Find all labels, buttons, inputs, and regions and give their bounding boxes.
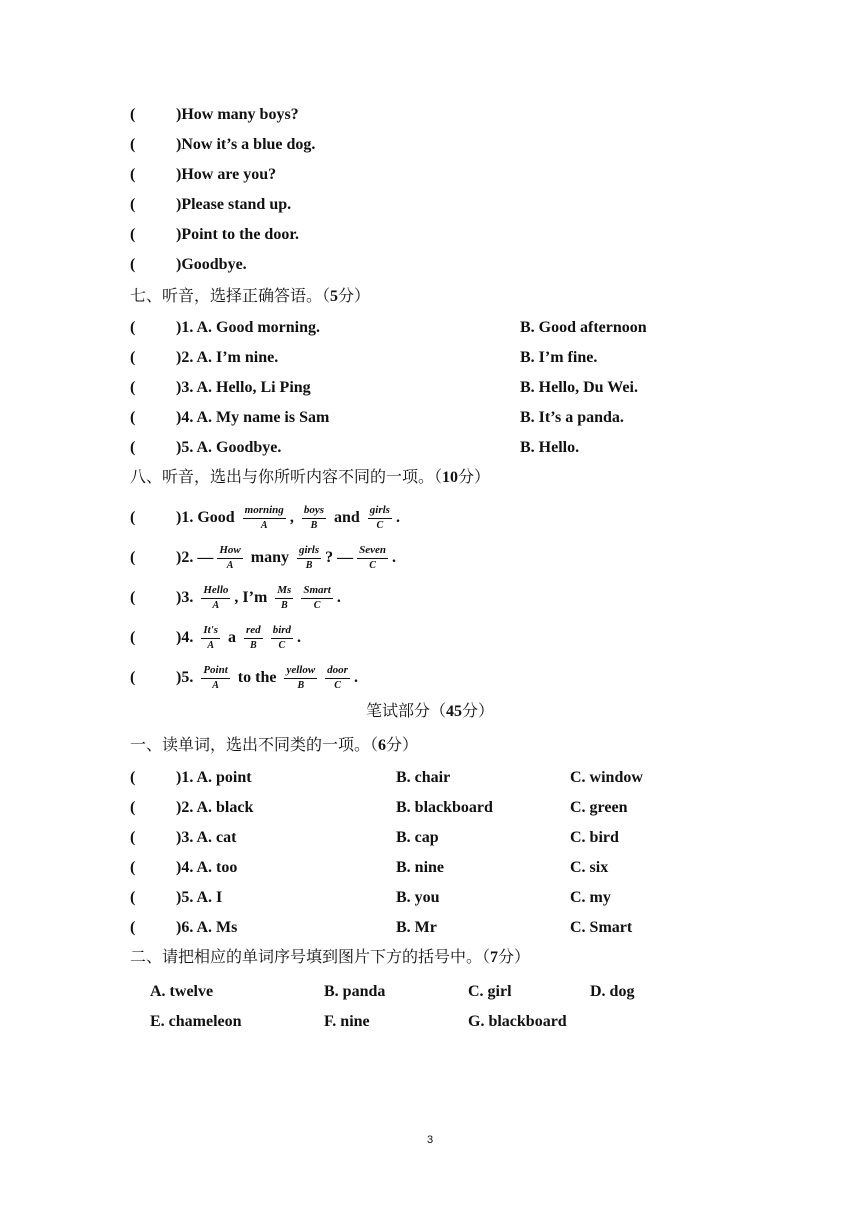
section7-item: ( )4. A. My name is Sam B. It’s a panda. — [130, 409, 624, 426]
written1-item: ( )4. A. too B. nine C. six — [130, 859, 609, 876]
written1-title: 一、读单词，选出不同类的一项。（6分） — [130, 737, 419, 754]
word-bank-row-2: E. chameleon F. nine G. blackboard — [150, 1013, 567, 1030]
word-bank-row-1: A. twelve B. panda C. girl D. dog — [150, 983, 635, 1000]
option-c: $\frac{\text{bird}}{C}$ — [272, 624, 292, 652]
section7-item: ( )3. A. Hello, Li Ping B. Hello, Du Wei. — [130, 379, 638, 396]
option-a: $\frac{\text{How}}{A}$ — [219, 544, 241, 572]
written1-item: ( )2. A. black B. blackboard C. green — [130, 799, 628, 816]
option-b: $\frac{\text{girls}}{B}$ — [298, 544, 320, 572]
option-c: $\frac{\text{door}}{C}$ — [327, 664, 348, 692]
section8-item-3: ( )3. $\frac{\text{Hello}}{A}$ , I’m $\frac{Ms}{B}$ $\frac{\text{Smart}}{C}$ . — [130, 584, 341, 612]
option-a: $\frac{\text{Hello}}{A}$ — [203, 584, 229, 612]
section8-item-1: ( )1. Good $\frac{\text{morning}}{A}$ , $\frac{\text{boys}}{B}$ and $\frac{\text{girls}}{C}$ . — [130, 504, 400, 532]
section7-item: ( )5. A. Goodbye. B. Hello. — [130, 439, 580, 456]
section7-item: ( )1. A. Good morning. B. Good afternoon — [130, 319, 647, 336]
section8-item-4: ( )4. $\frac{It's}{A}$ a $\frac{\text{red}}{B}$ $\frac{\text{bird}}{C}$ . — [130, 624, 302, 652]
written1-item: ( )6. A. Ms B. Mr C. Smart — [130, 919, 633, 936]
written1-item: ( )5. A. I B. you C. my — [130, 889, 611, 906]
section6-item: ( )Please stand up. — [130, 196, 292, 213]
section6-item: ( )Now it’s a blue dog. — [130, 136, 316, 153]
option-c: $\frac{\text{girls}}{C}$ — [369, 504, 390, 532]
option-b: $\frac{Ms}{B}$ — [277, 584, 292, 612]
section8-item-2: ( )2. — $\frac{\text{How}}{A}$ many $\frac{\text{girls}}{B}$ ? — $\frac{\text{Seven}}{C}$ . — [130, 544, 397, 572]
section7-item: ( )2. A. I’m nine. B. I’m fine. — [130, 349, 598, 366]
option-c: $\frac{\text{Seven}}{C}$ — [359, 544, 387, 572]
written-part-title: 笔试部分（45分） — [365, 703, 495, 720]
section6-item: ( )How are you? — [130, 166, 277, 183]
written1-item: ( )3. A. cat B. cap C. bird — [130, 829, 619, 846]
option-c: $\frac{\text{Smart}}{C}$ — [303, 584, 331, 612]
section7-title: 七、听音，选择正确答语。（5分） — [130, 288, 371, 305]
page-number: 3 — [426, 1134, 434, 1146]
section8-item-5: ( )5. $\frac{\text{Point}}{A}$ to the $\frac{\text{yellow}}{B}$ $\frac{\text{door}}{C}$ . — [130, 664, 358, 692]
section6-item: ( )Goodbye. — [130, 256, 247, 273]
written1-item: ( )1. A. point B. chair C. window — [130, 769, 643, 786]
section6-item: ( )Point to the door. — [130, 226, 299, 243]
written2-title: 二、请把相应的单词序号填到图片下方的括号中。（7分） — [130, 949, 531, 966]
section8-title: 八、听音，选出与你所听内容不同的一项。（10分） — [130, 469, 491, 486]
option-a: $\frac{\text{Point}}{A}$ — [203, 664, 228, 692]
option-b: $\frac{\text{yellow}}{B}$ — [286, 664, 316, 692]
option-b: $\frac{\text{red}}{B}$ — [246, 624, 261, 652]
option-a: $\frac{It's}{A}$ — [203, 624, 219, 652]
option-b: $\frac{\text{boys}}{B}$ — [303, 504, 324, 532]
section6-item: ( )How many boys? — [130, 106, 299, 123]
option-a: $\frac{\text{morning}}{A}$ — [244, 504, 284, 532]
